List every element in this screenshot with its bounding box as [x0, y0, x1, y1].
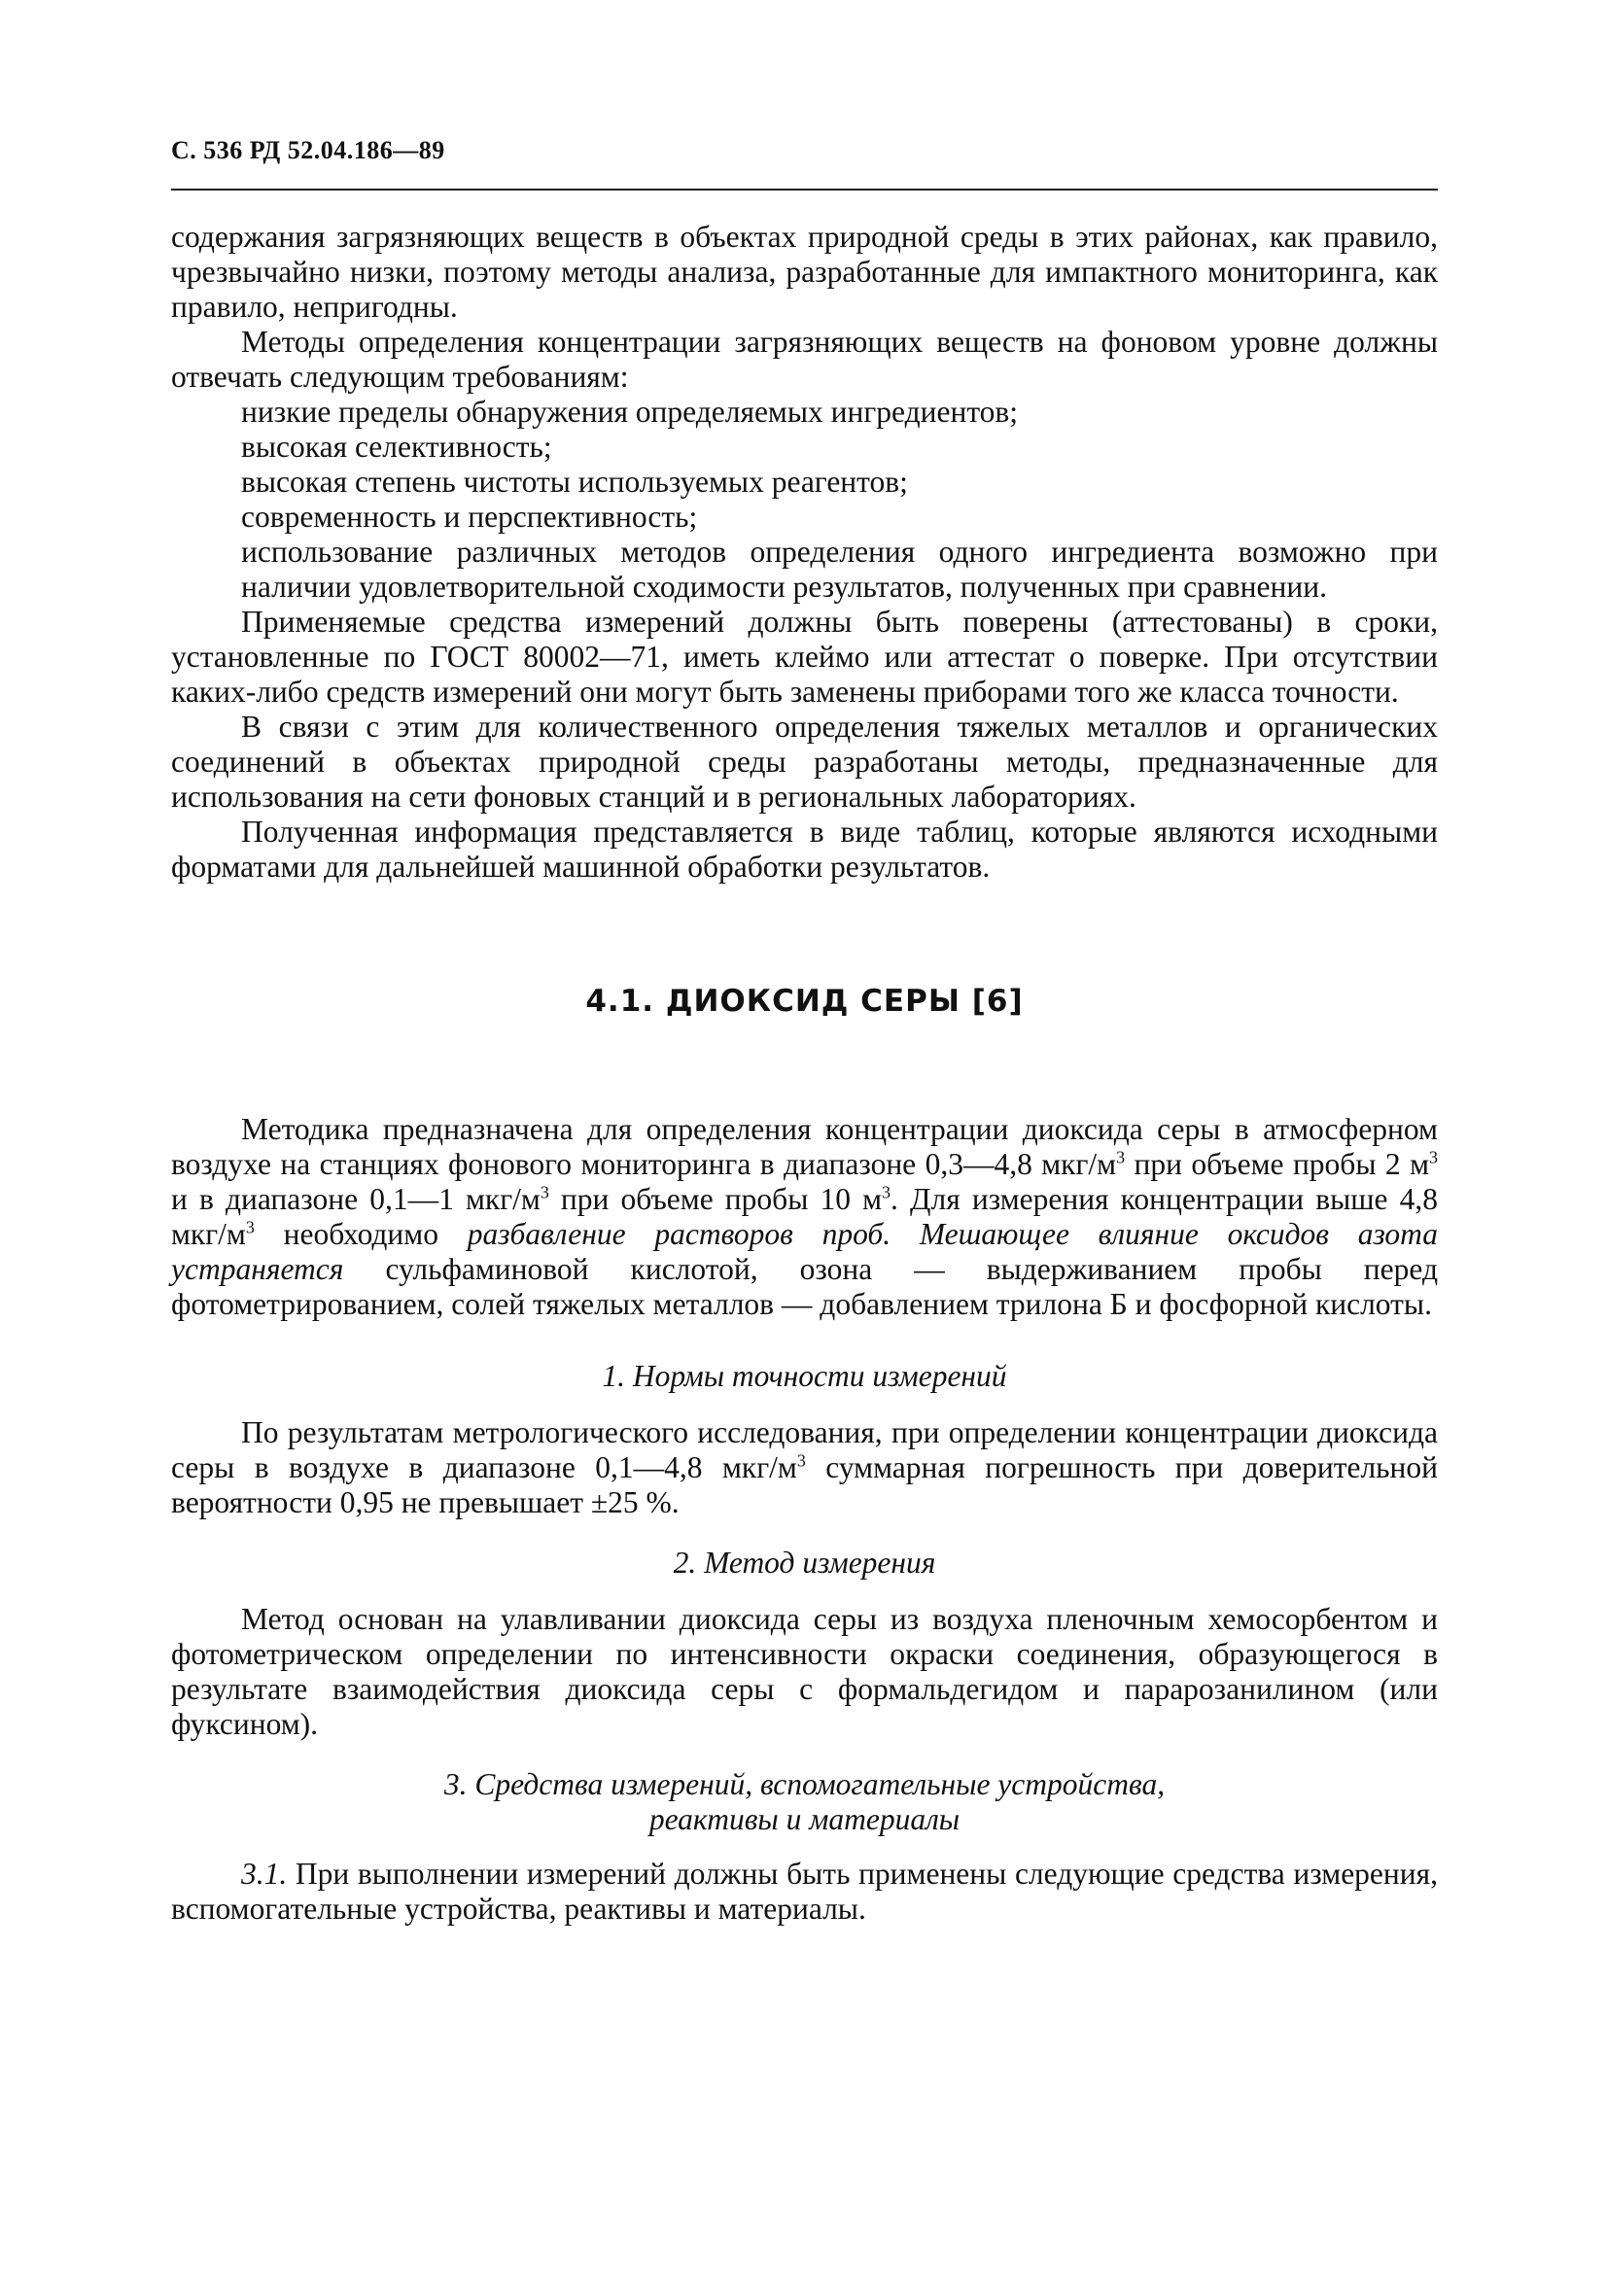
subsection-heading-3 — [171, 1767, 1438, 1837]
list-item: использование различных методов определения одного ингредиента возможно при наличии удовлетворительной сходимости результатов, полученных при сравнении. — [241, 535, 1438, 604]
lead-text: при объеме пробы 10 м — [548, 1182, 883, 1216]
list-item: высокая селективность; — [241, 430, 552, 464]
lead-text: Методика предназначена для определения концентрации диоксида серы в атмосферном воздухе на станциях фонового мониторинга в диапазоне 0,3—4,8 мкг/м — [171, 1112, 1438, 1181]
body-text: При выполнении измерений должны быть применены следующие средства измерения, вспомогательные устройства, реактивы и материалы. — [171, 1857, 1438, 1926]
subsection-heading-2: 2. Метод измерения — [673, 1546, 936, 1580]
body-text: По результатам метрологического исследования, при определении концентрации диоксида серы в воздухе в диапазоне 0,1—4,8 мкг/м — [171, 1415, 1438, 1484]
superscript: 3 — [540, 1182, 549, 1202]
list-item: низкие пределы обнаружения определяемых ингредиентов; — [241, 395, 1019, 429]
intro-paragraph-4: В связи с этим для количественного определения тяжелых металлов и органических соединений в объектах природной среды разработаны методы, предназначенные для использования на сети фоновых станций и в региональных лабораториях. — [171, 710, 1438, 814]
subsection-2-paragraph: Метод основан на улавливании диоксида серы из воздуха пленочным хемосорбентом и фотометрическом определении по интенсивности окраски соединения, образующегося в результате взаимодействия диоксида серы с формальдегидом и парарозанилином (или фуксином). — [171, 1602, 1438, 1741]
section-title: 4.1. ДИОКСИД СЕРЫ [6] — [585, 984, 1024, 1019]
lead-italic-text: разбавление растворов проб. Мешающее влияние оксидов азота устраняется — [171, 1217, 1438, 1286]
subsection-heading-3-line-1: 3. Средства измерений, вспомогательные устройства, — [443, 1767, 1166, 1801]
item-number: 3.1. — [241, 1857, 288, 1891]
intro-paragraph-1: содержания загрязняющих веществ в объектах природной среды в этих районах, как правило, чрезвычайно низки, поэтому методы анализа, разработанные для импактного мониторинга, как правило, непригодны. — [171, 220, 1438, 324]
superscript: 3 — [796, 1450, 806, 1471]
superscript: 3 — [245, 1217, 255, 1237]
subsection-3-item — [171, 1857, 1438, 1927]
header-rule — [171, 189, 1438, 191]
lead-text: . Для измерения концентрации выше 4,8 мкг/м — [171, 1182, 1439, 1251]
body-text: суммарная погрешность при доверительной вероятности 0,95 не превышает ±25 %. — [171, 1450, 1438, 1519]
page-body — [171, 220, 1438, 1927]
superscript: 3 — [1429, 1147, 1439, 1167]
subsection-heading-3-line-2: реактивы и материалы — [648, 1802, 961, 1836]
intro-paragraph-5: Полученная информация представляется в виде таблиц, которые являются исходными форматами для дальнейшей машинной обработки результатов. — [171, 815, 1438, 884]
list-item: современность и перспективность; — [241, 500, 698, 534]
intro-paragraph-2: Методы определения концентрации загрязняющих веществ на фоновом уровне должны отвечать следующим требованиям: — [171, 325, 1438, 394]
superscript: 3 — [882, 1182, 891, 1202]
requirements-list — [171, 395, 1438, 605]
subsection-1-paragraph — [171, 1415, 1438, 1520]
running-head: С. 536 РД 52.04.186—89 — [171, 136, 445, 164]
section-lead-paragraph — [171, 1112, 1438, 1322]
lead-text: при объеме пробы 2 м — [1125, 1147, 1430, 1181]
lead-text: и в диапазоне 0,1—1 мкг/м — [171, 1182, 541, 1216]
intro-paragraph-3: Применяемые средства измерений должны быть поверены (аттестованы) в сроки, установленные по ГОСТ 80002—71, иметь клеймо или аттестат о поверке. При отсутствии каких-либо средств измерений они могут быть заменены приборами того же класса точности. — [171, 605, 1438, 709]
lead-text: сульфаминовой кислотой, озона — выдерживанием пробы перед фотометрированием, солей тяжелых металлов — добавлением трилона Б и фосфорной кислоты. — [171, 1252, 1438, 1321]
list-item: высокая степень чистоты используемых реагентов; — [241, 465, 908, 499]
superscript: 3 — [1116, 1147, 1126, 1167]
subsection-heading-1: 1. Нормы точности измерений — [602, 1359, 1007, 1393]
lead-text: необходимо — [254, 1217, 468, 1251]
